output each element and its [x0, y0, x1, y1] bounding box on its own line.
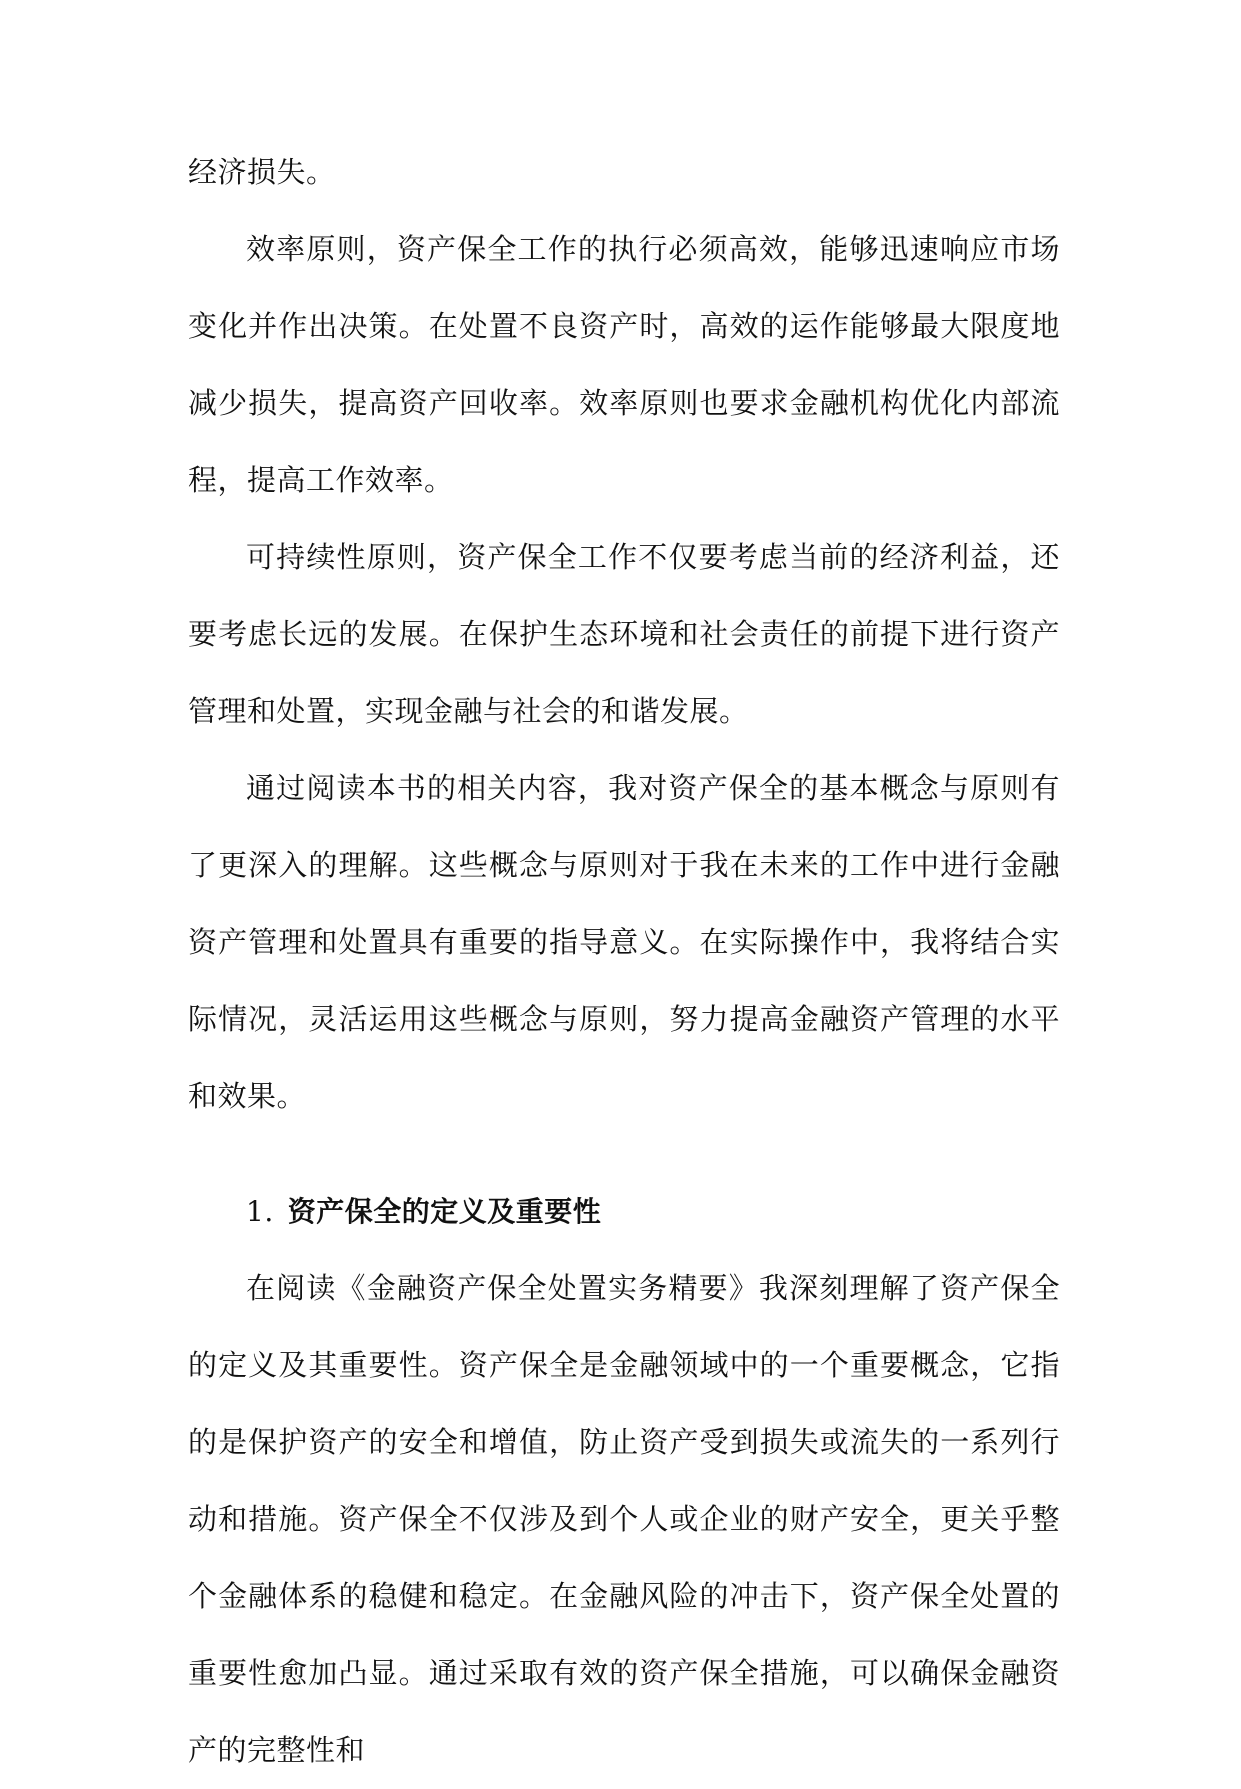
section-number: 1. — [246, 1195, 274, 1228]
paragraph-efficiency-principle: 效率原则，资产保全工作的执行必须高效，能够迅速响应市场变化并作出决策。在处置不良资产时，高效的运作能够最大限度地减少损失，提高资产回收率。效率原则也要求金融机构优化内部流程，提高工作效率。 — [188, 232, 1060, 497]
section-spacer — [188, 1135, 1060, 1173]
paragraph-reading-reflection: 通过阅读本书的相关内容，我对资产保全的基本概念与原则有了更深入的理解。这些概念与原则对于我在未来的工作中进行金融资产管理和处置具有重要的指导意义。在实际操作中，我将结合实际情况，灵活运用这些概念与原则，努力提高金融资产管理的水平和效果。 — [188, 771, 1060, 1113]
paragraph-continuation: 经济损失。 — [188, 155, 336, 189]
document-body — [188, 134, 1060, 1789]
paragraph-definition: 在阅读《金融资产保全处置实务精要》我深刻理解了资产保全的定义及其重要性。资产保全是金融领域中的一个重要概念，它指的是保护资产的安全和增值，防止资产受到损失或流失的一系列行动和措施。资产保全不仅涉及到个人或企业的财产安全，更关乎整个金融体系的稳健和稳定。在金融风险的冲击下，资产保全处置的重要性愈加凸显。通过采取有效的资产保全措施，可以确保金融资产的完整性和 — [188, 1271, 1060, 1767]
section-heading — [188, 1173, 1060, 1250]
section-title: 资产保全的定义及重要性 — [287, 1195, 602, 1228]
paragraph-sustainability-principle: 可持续性原则，资产保全工作不仅要考虑当前的经济利益，还要考虑长远的发展。在保护生态环境和社会责任的前提下进行资产管理和处置，实现金融与社会的和谐发展。 — [188, 540, 1060, 728]
